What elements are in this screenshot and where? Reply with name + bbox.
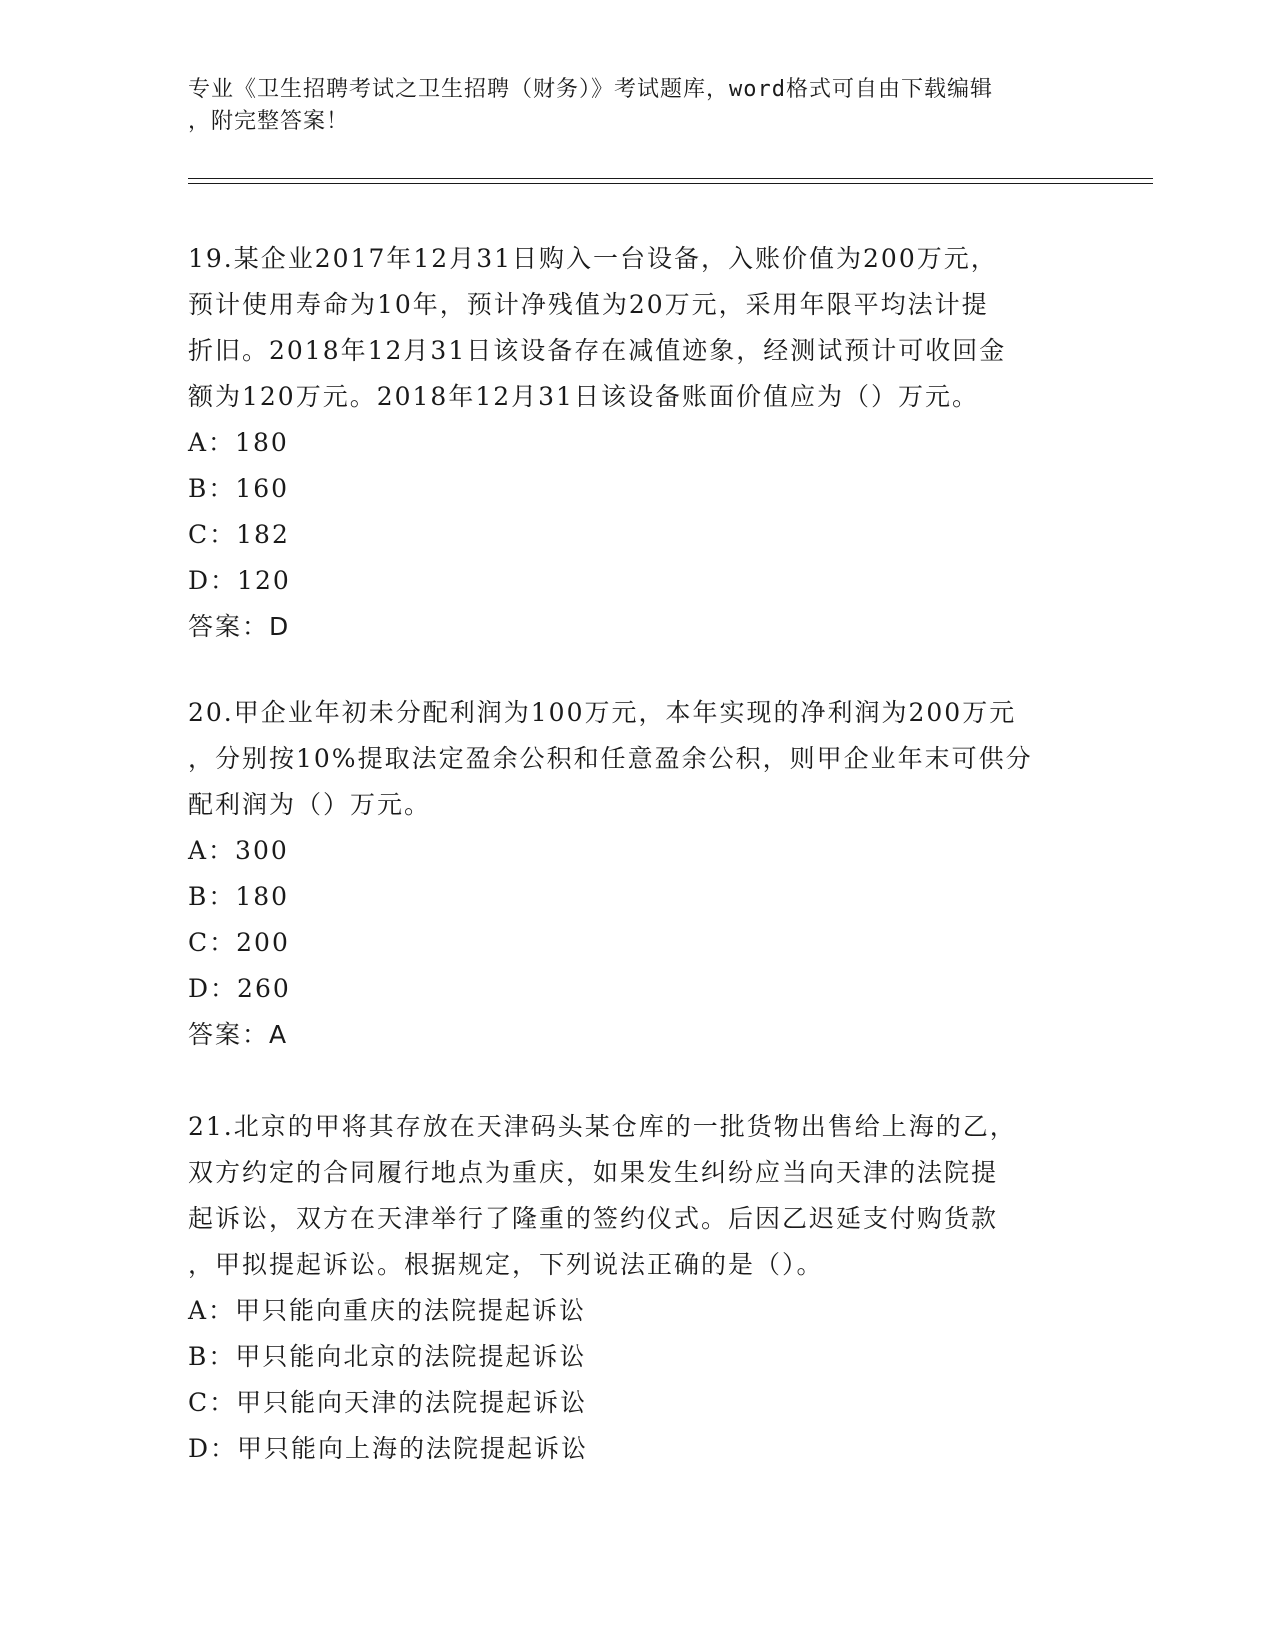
question-20 [188,690,1088,1058]
question-text-line: 折旧。2018年12月31日该设备存在减值迹象，经测试预计可收回金 [188,336,1007,365]
answer-line: 答案：D [188,612,291,641]
option-d: D：120 [188,566,291,595]
option-c: C：182 [188,520,290,549]
option-c: C：甲只能向天津的法院提起诉讼 [188,1388,588,1417]
question-text-line: 起诉讼，双方在天津举行了隆重的签约仪式。后因乙迟延支付购货款 [188,1204,999,1233]
header-divider [188,178,1153,179]
question-text-line: 21.北京的甲将其存放在天津码头某仓库的一批货物出售给上海的乙， [188,1112,1017,1141]
option-a: A：甲只能向重庆的法院提起诉讼 [188,1296,587,1325]
option-c: C：200 [188,928,290,957]
question-text-line: 配利润为（）万元。 [188,790,432,819]
question-text-line: 双方约定的合同履行地点为重庆，如果发生纠纷应当向天津的法院提 [188,1158,999,1187]
question-21 [188,1104,1088,1472]
document-header [188,74,1068,138]
option-a: A：300 [188,836,289,865]
option-d: D：甲只能向上海的法院提起诉讼 [188,1434,589,1463]
answer-line: 答案：A [188,1020,289,1049]
header-divider [188,183,1153,184]
option-b: B：甲只能向北京的法院提起诉讼 [188,1342,587,1371]
option-b: B：180 [188,882,290,911]
header-line: 专业《卫生招聘考试之卫生招聘（财务）》考试题库，word格式可自由下载编辑 [188,77,993,102]
question-text-line: ，分别按10%提取法定盈余公积和任意盈余公积，则甲企业年末可供分 [188,744,1033,773]
question-text-line: ，甲拟提起诉讼。根据规定，下列说法正确的是（）。 [188,1250,824,1279]
option-d: D：260 [188,974,291,1003]
question-19 [188,236,1088,650]
option-b: B：160 [188,474,290,503]
question-text-line: 预计使用寿命为10年，预计净残值为20万元，采用年限平均法计提 [188,290,989,319]
question-text-line: 20.甲企业年初未分配利润为100万元，本年实现的净利润为200万元 [188,698,1017,727]
option-a: A：180 [188,428,289,457]
question-text-line: 额为120万元。2018年12月31日该设备账面价值应为（）万元。 [188,382,979,411]
header-line: ，附完整答案！ [188,109,350,134]
question-text-line: 19.某企业2017年12月31日购入一台设备，入账价值为200万元， [188,244,998,273]
